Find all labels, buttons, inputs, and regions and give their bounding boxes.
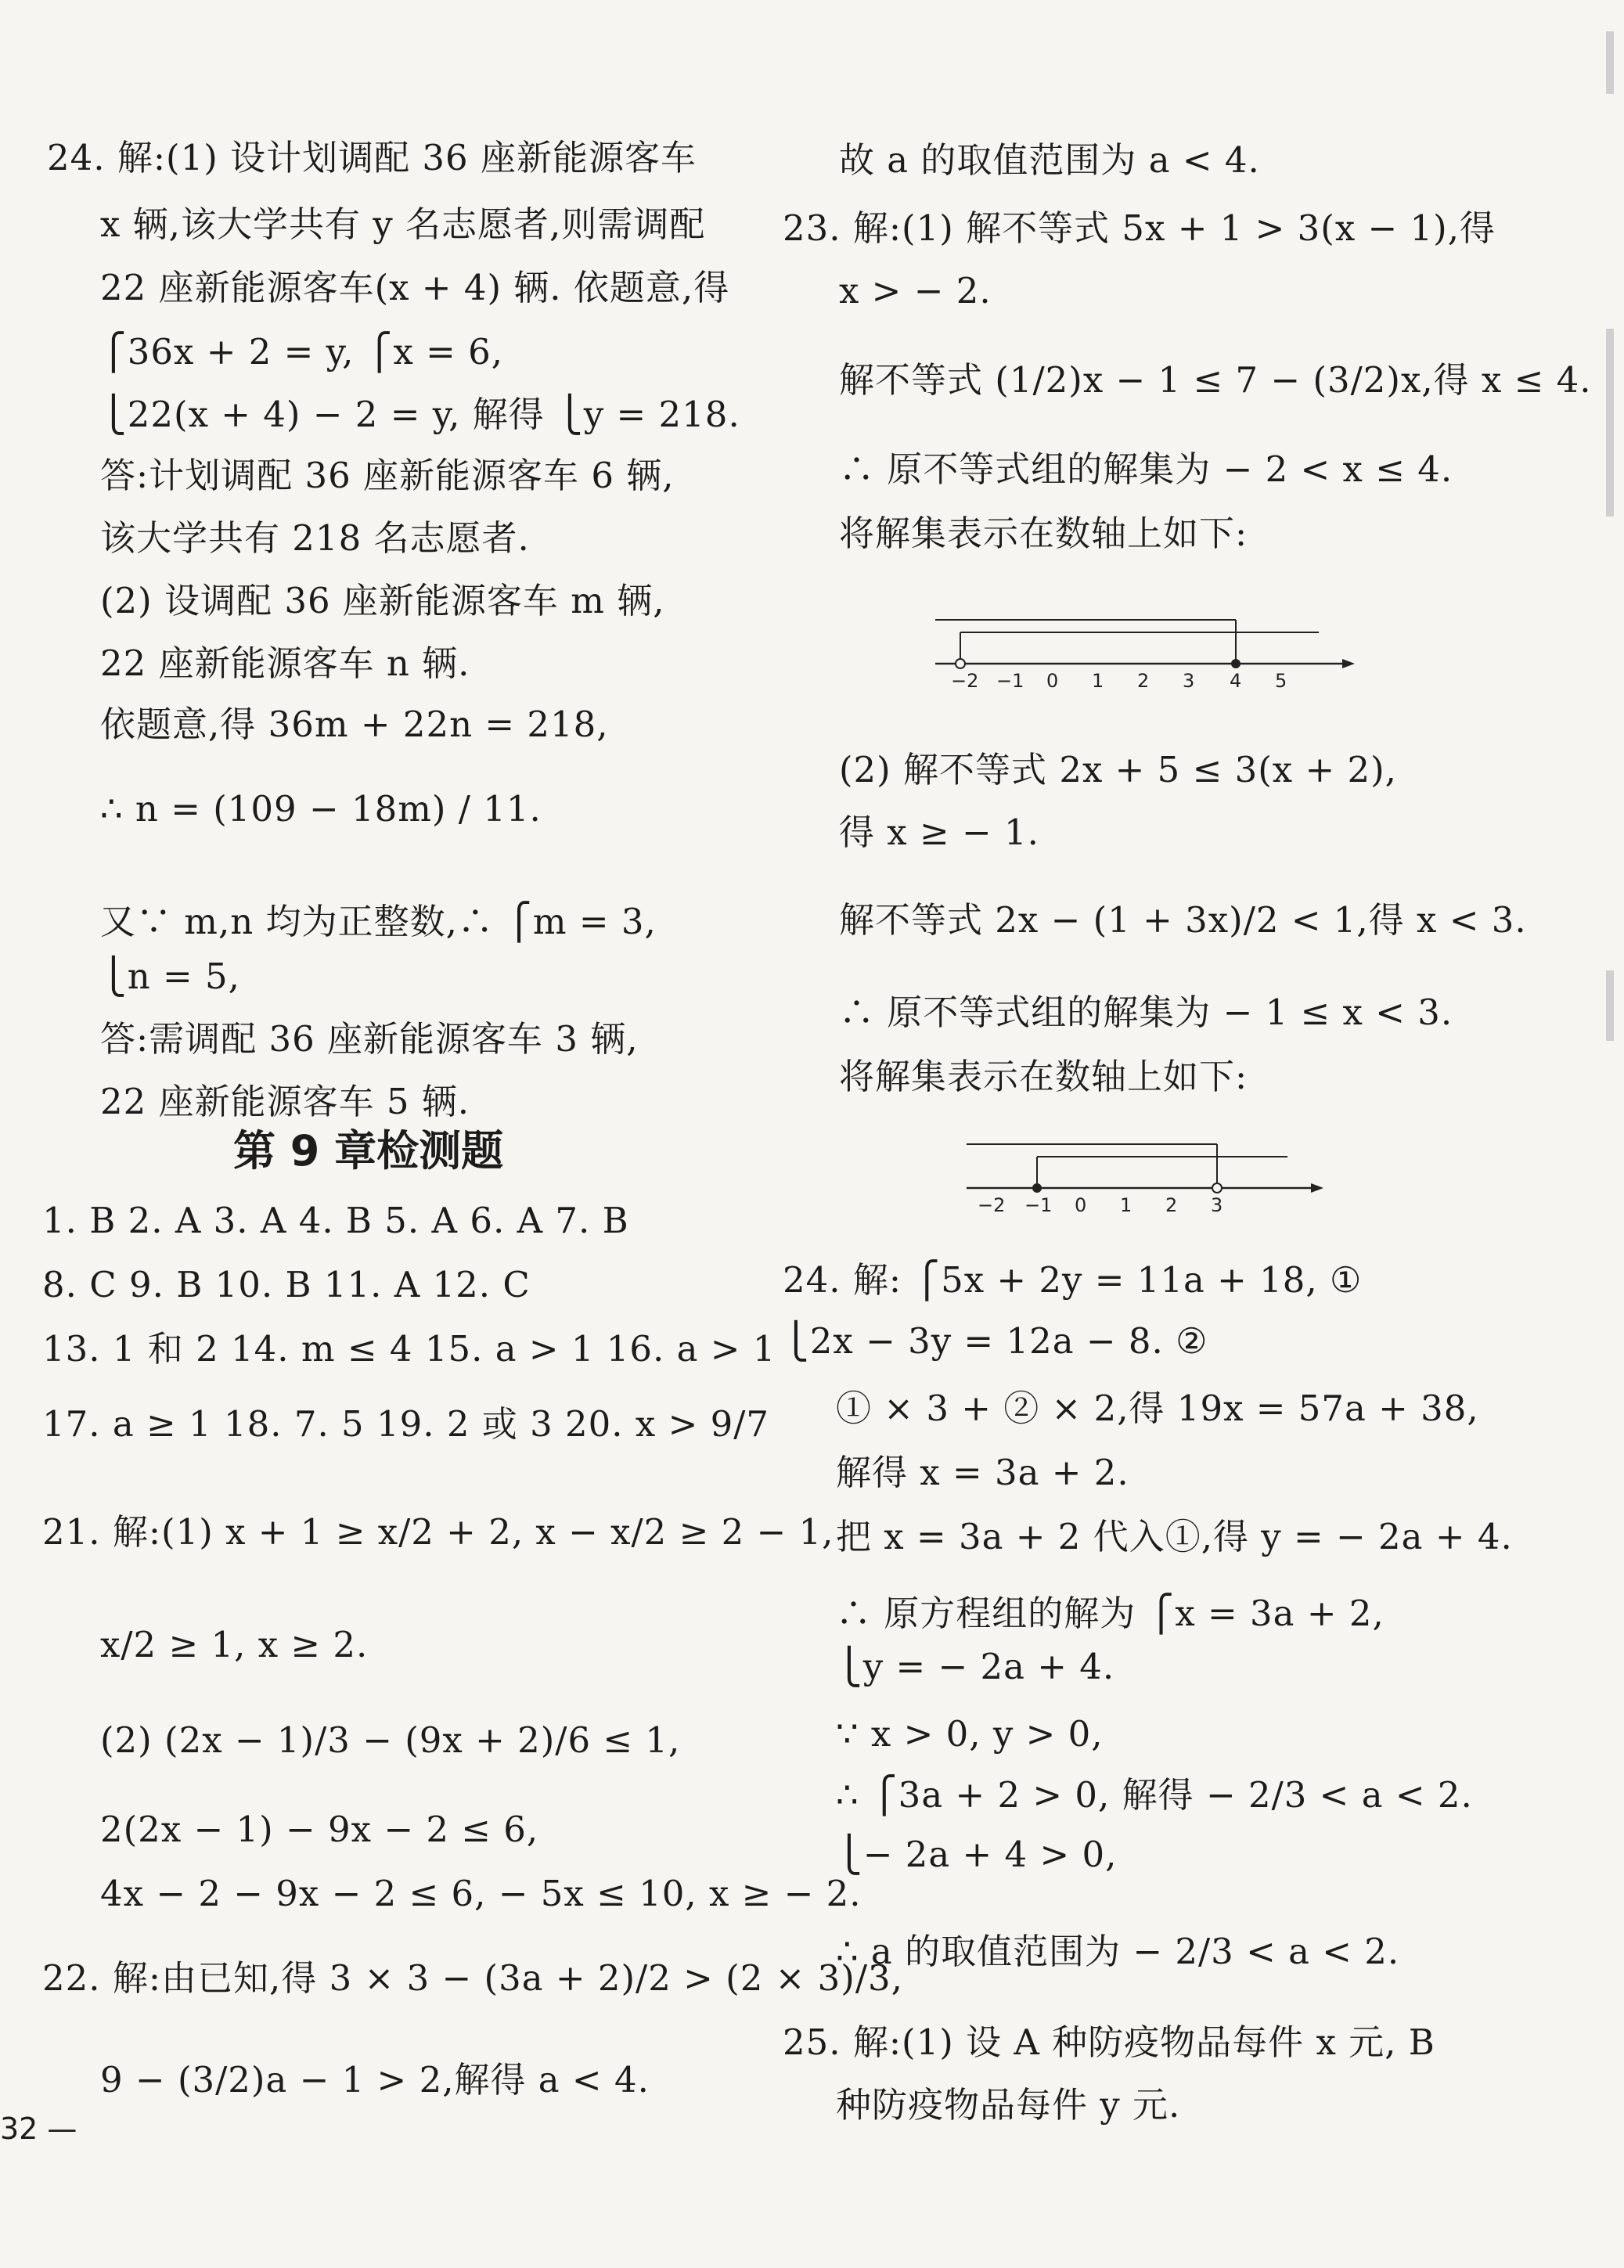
text-line: x 辆,该大学共有 y 名志愿者,则需调配 [100,203,706,245]
edge-mark [1606,970,1614,1041]
equation-system-line: ⎩2x − 3y = 12a − 8. ② [783,1320,1208,1362]
equation-system-line: 24. 解: ⎧5x + 2y = 11a + 18, ① [783,1259,1363,1301]
text-line: 该大学共有 218 名志愿者. [100,517,530,559]
text-line: (2) 设调配 36 座新能源客车 m 辆, [100,580,665,621]
tick-label: 1 [1120,1194,1132,1216]
text-line: 种防疫物品每件 y 元. [836,2084,1181,2126]
text-line: 22 座新能源客车(x + 4) 辆. 依题意,得 [100,267,730,308]
equation-system-line: ⎩22(x + 4) − 2 = y, 解得 ⎩y = 218. [100,394,740,435]
text-line: 将解集表示在数轴上如下: [839,513,1248,554]
chapter-title: 第 9 章检测题 [233,1126,504,1175]
solution-line: 22. 解:由已知,得 3 × 3 − (3a + 2)/2 > (2 × 3)/3, [42,1957,903,1999]
text-line: ① × 3 + ② × 2,得 19x = 57a + 38, [836,1388,1479,1429]
equation-system-line: ⎩y = − 2a + 4. [836,1646,1115,1687]
text-line: 22 座新能源客车 5 辆. [100,1081,470,1122]
solution-line: (2) (2x − 1)/3 − (9x + 2)/6 ≤ 1, [100,1719,681,1761]
answer-row: 1. B 2. A 3. A 4. B 5. A 6. A 7. B [42,1200,629,1241]
tick-label: 1 [1092,670,1104,692]
fraction-line: ∴ n = (109 − 18m) / 11. [100,788,542,830]
text-line: (2) 解不等式 2x + 5 ≤ 3(x + 2), [839,749,1397,790]
closed-dot [1032,1183,1042,1193]
text-line: 解得 x = 3a + 2. [836,1452,1129,1493]
solution-line: 9 − (3/2)a − 1 > 2,解得 a < 4. [100,2059,650,2101]
fraction-line: 解不等式 (1/2)x − 1 ≤ 7 − (3/2)x,得 x ≤ 4. [839,359,1592,401]
equation-system-line: ⎩− 2a + 4 > 0, [836,1834,1118,1875]
tick-label: −2 [978,1194,1006,1216]
text-line: x > − 2. [839,270,992,311]
solution-line: x/2 ≥ 1, x ≥ 2. [100,1624,369,1665]
solution-line: 2(2x − 1) − 9x − 2 ≤ 6, [100,1809,539,1850]
equation-system-line: ⎩n = 5, [100,956,240,997]
answer-row: 13. 1 和 2 14. m ≤ 4 15. a > 1 16. a > 1 [42,1328,776,1370]
text-line: 答:计划调配 36 座新能源客车 6 辆, [100,455,675,496]
equation-system-line: ∴ ⎧3a + 2 > 0, 解得 − 2/3 < a < 2. [836,1774,1473,1816]
open-dot [1212,1183,1222,1193]
fraction-line: 解不等式 2x − (1 + 3x)/2 < 1,得 x < 3. [839,899,1527,941]
tick-label: 3 [1183,670,1195,692]
tick-label: 5 [1275,670,1287,692]
text-line: 答:需调配 36 座新能源客车 3 辆, [100,1018,639,1060]
tick-label: 2 [1165,1194,1178,1216]
fraction-line: ∴ a 的取值范围为 − 2/3 < a < 2. [836,1931,1400,1972]
text-line: 得 x ≥ − 1. [839,812,1039,853]
tick-label: 4 [1230,670,1242,692]
equation-system-line: ∴ 原方程组的解为 ⎧x = 3a + 2, [836,1593,1385,1634]
tick-label: −2 [951,670,979,692]
tick-label: −1 [996,670,1024,692]
solution-line: 21. 解:(1) x + 1 ≥ x/2 + 2, x − x/2 ≥ 2 − 1, [42,1511,834,1553]
number-line-2 [967,1135,1327,1221]
tick-label: 0 [1075,1194,1087,1216]
answer-row: 8. C 9. B 10. B 11. A 12. C [42,1264,531,1305]
text-line: 22 座新能源客车 n 辆. [100,643,470,684]
edge-mark [1606,329,1614,517]
text-line: ∵ x > 0, y > 0, [836,1713,1104,1755]
text-line: 把 x = 3a + 2 代入①,得 y = − 2a + 4. [836,1516,1513,1557]
tick-label: 3 [1211,1194,1223,1216]
text-line: 25. 解:(1) 设 A 种防疫物品每件 x 元, B [783,2021,1435,2063]
equation-system-line: 又∵ m,n 均为正整数,∴ ⎧m = 3, [100,901,657,942]
tick-label: 0 [1046,670,1059,692]
text-line: ∴ 原不等式组的解集为 − 1 ≤ x < 3. [839,992,1453,1033]
equation-system-line: ⎧36x + 2 = y, ⎧x = 6, [100,331,504,373]
edge-mark [1606,31,1614,94]
text-line: 依题意,得 36m + 22n = 218, [100,704,609,745]
text-line: 23. 解:(1) 解不等式 5x + 1 > 3(x − 1),得 [783,207,1496,249]
open-dot [956,659,965,668]
text-line: 故 a 的取值范围为 a < 4. [839,139,1260,181]
answer-row: 17. a ≥ 1 18. 7. 5 19. 2 或 3 20. x > 9/7 [42,1403,770,1445]
text-line: 将解集表示在数轴上如下: [839,1056,1248,1097]
solution-line: 4x − 2 − 9x − 2 ≤ 6, − 5x ≤ 10, x ≥ − 2. [100,1873,862,1914]
text-line: 24. 解:(1) 设计划调配 36 座新能源客车 [47,137,697,178]
text-line: ∴ 原不等式组的解集为 − 2 < x ≤ 4. [839,448,1453,490]
closed-dot [1231,659,1241,668]
tick-label: −1 [1024,1194,1053,1216]
tick-label: 2 [1137,670,1150,692]
number-line-1 [935,610,1358,697]
page-number: 32 — [0,2111,77,2146]
